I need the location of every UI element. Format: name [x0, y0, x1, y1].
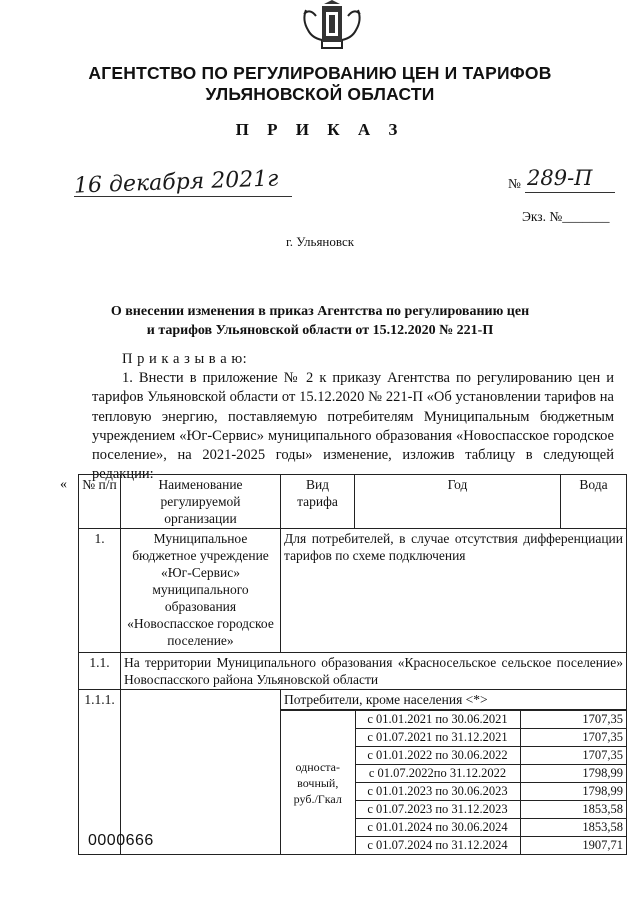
table-row	[79, 653, 627, 690]
period-subtable	[281, 710, 626, 854]
number-prefix: №	[508, 176, 521, 191]
order-item-1: 1. Внести в приложение № 2 к приказу Агентства по регулированию цен и тарифов Ульяновской области от 15.12.2020 № 221-П «Об установлении тарифов на тепловую энергию, поставляемую потребителям Муниципальным бюджетным учреждением «Юг-Сервис» муниципального образования «Новоспасское городское поселение», на 2021-2025 годы» изменение, изложив таблицу в следующей редакции:	[92, 370, 614, 483]
number-underline	[525, 192, 615, 193]
row111-num: 1.1.1.	[79, 690, 121, 855]
value-cell: 1798,99	[520, 765, 626, 783]
agency-name-line1: АГЕНТСТВО ПО РЕГУЛИРОВАНИЮ ЦЕН И ТАРИФОВ	[88, 63, 552, 83]
period-cell: с 01.01.2021 по 30.06.2021	[355, 711, 520, 729]
row1-org: Муниципальное бюджетное учреждение «Юг-Сервис» муниципального образования «Новоспасское городское поселение»	[121, 529, 281, 653]
value-cell: 1907,71	[520, 837, 626, 855]
city: г. Ульяновск	[285, 234, 355, 249]
tariff-kind: односта-вочный, руб./Гкал	[281, 711, 355, 855]
period-cell: с 01.01.2022 по 30.06.2022	[355, 747, 520, 765]
row111-org-empty	[121, 690, 281, 855]
value-cell: 1853,58	[520, 819, 626, 837]
table-row	[79, 690, 627, 855]
date-underline	[74, 196, 292, 197]
value-cell: 1853,58	[520, 801, 626, 819]
subject-line2: и тарифов Ульяновской области от 15.12.2020 № 221-П	[146, 323, 494, 338]
coat-of-arms-icon	[300, 0, 364, 52]
agency-name-line2: УЛЬЯНОВСКОЙ ОБЛАСТИ	[205, 84, 435, 104]
period-cell: с 01.07.2023 по 31.12.2023	[355, 801, 520, 819]
row1-text: Для потребителей, в случае отсутствия дифференциации тарифов по схеме подключения	[281, 529, 627, 653]
header-year: Год	[355, 475, 561, 529]
serial-number: 0000666	[88, 832, 154, 849]
header-kind: Вид тарифа	[281, 475, 355, 529]
row111-consumers: Потребители, кроме населения <*>	[281, 690, 626, 710]
table-row	[79, 529, 627, 653]
table-open-quote: «	[60, 477, 67, 492]
tariff-table	[78, 474, 627, 855]
period-cell: с 01.07.2021 по 31.12.2021	[355, 729, 520, 747]
header-org: Наименование регулируемой организации	[121, 475, 281, 529]
row111-detail	[281, 690, 627, 855]
period-row	[281, 711, 626, 729]
copy-number: Экз. №_______	[522, 209, 610, 224]
order-word: П р и к а з ы в а ю:	[122, 351, 248, 367]
handwritten-number: 289-П	[527, 166, 593, 190]
value-cell: 1707,35	[520, 729, 626, 747]
period-cell: с 01.07.2022по 31.12.2022	[355, 765, 520, 783]
header-water: Вода	[561, 475, 627, 529]
row1-num: 1.	[79, 529, 121, 653]
header-num: № п/п	[79, 475, 121, 529]
period-cell: с 01.01.2023 по 30.06.2023	[355, 783, 520, 801]
document-type: П Р И К А З	[235, 120, 405, 139]
value-cell: 1798,99	[520, 783, 626, 801]
table-header-row	[79, 475, 627, 529]
order-body	[92, 350, 614, 484]
handwritten-date: 16 декабря 2021г	[73, 166, 279, 199]
value-cell: 1707,35	[520, 747, 626, 765]
row11-text: На территории Муниципального образования «Красносельское сельское поселение» Новоспасского района Ульяновской области	[121, 653, 627, 690]
row11-num: 1.1.	[79, 653, 121, 690]
subject-line1: О внесении изменения в приказ Агентства по регулированию цен	[110, 304, 530, 319]
value-cell: 1707,35	[520, 711, 626, 729]
period-cell: с 01.07.2024 по 31.12.2024	[355, 837, 520, 855]
period-cell: с 01.01.2024 по 30.06.2024	[355, 819, 520, 837]
